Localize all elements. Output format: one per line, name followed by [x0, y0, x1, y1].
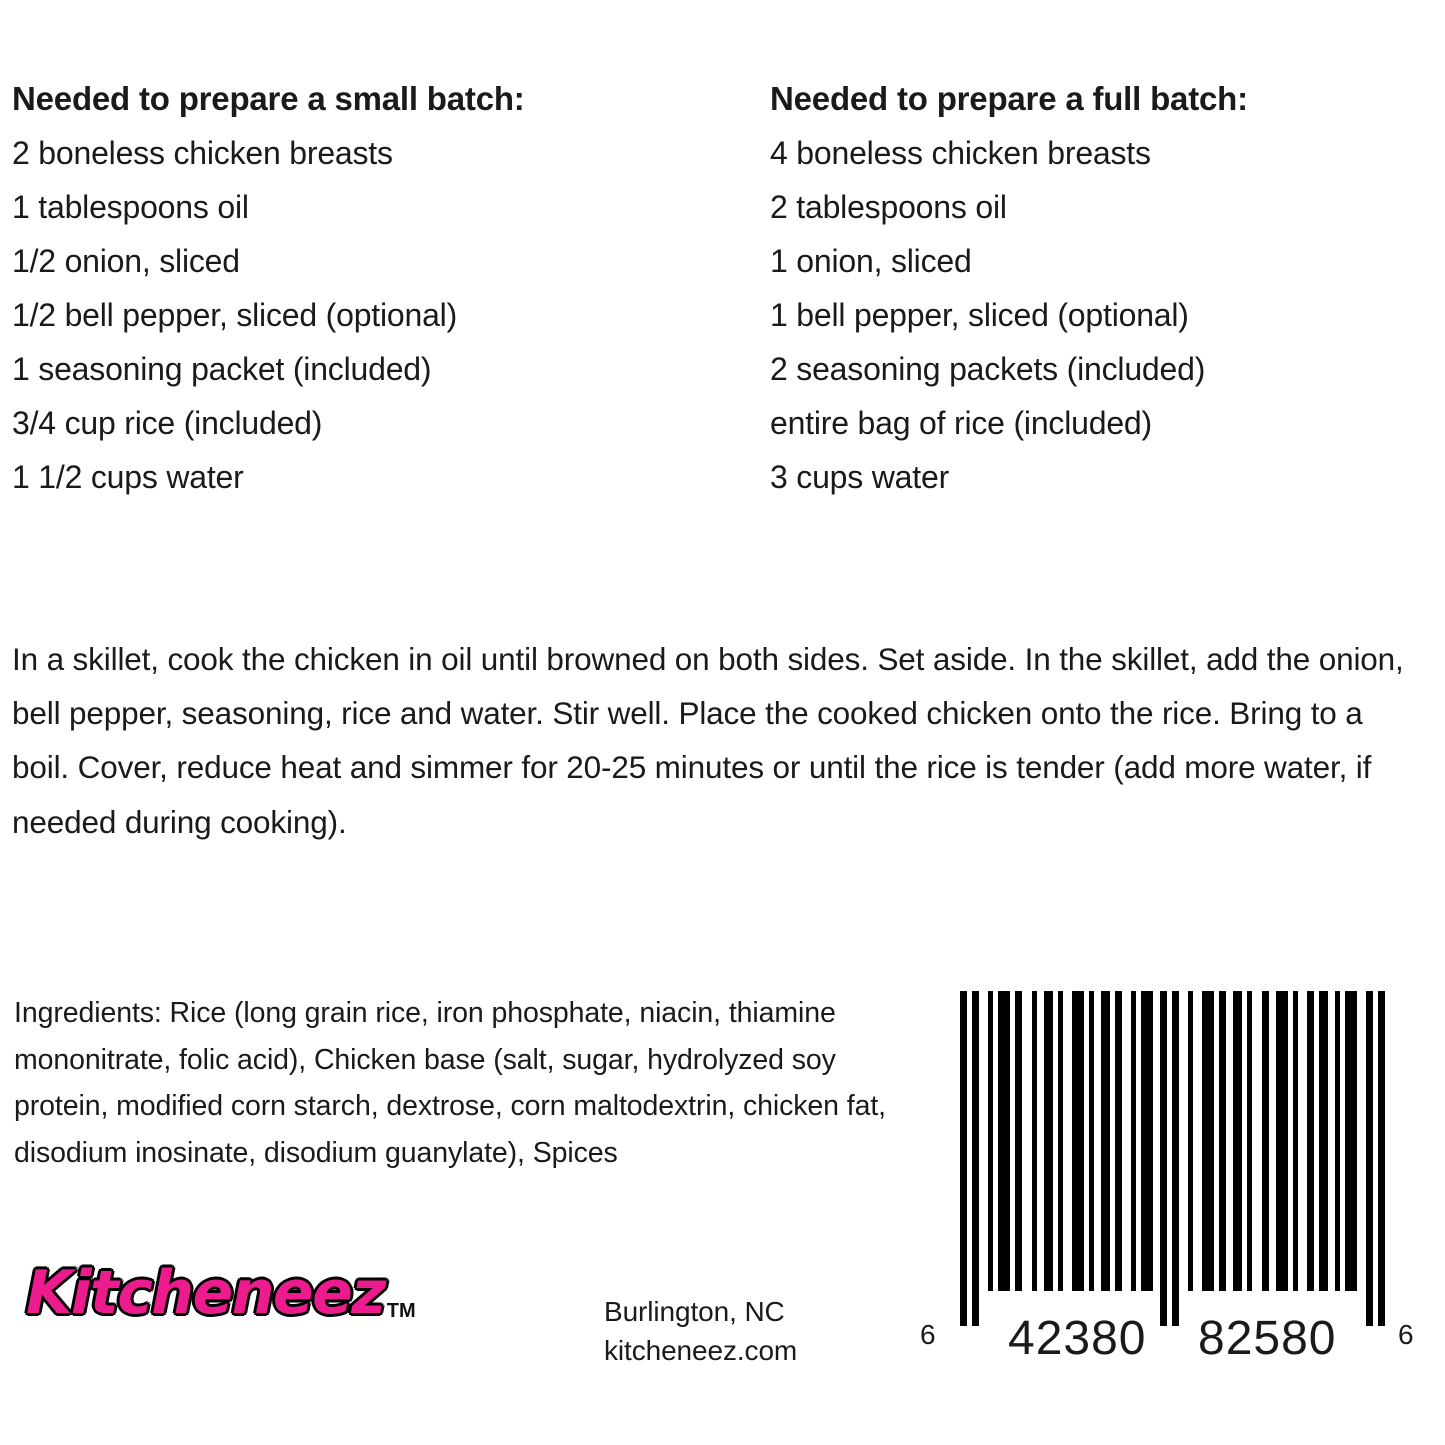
list-item: 3/4 cup rice (included) [12, 404, 323, 441]
barcode-left-group: 42380 [1008, 1312, 1147, 1365]
small-batch-title: Needed to prepare a small batch: [12, 80, 525, 117]
list-item: 1/2 bell pepper, sliced (optional) [12, 296, 458, 333]
company-address [604, 1293, 797, 1370]
list-item: 2 boneless chicken breasts [12, 134, 393, 171]
label-footer [0, 1255, 1445, 1445]
list-item: 3 cups water [770, 459, 950, 496]
company-website: kitcheneez.com [604, 1334, 798, 1366]
full-batch-ingredient-list [770, 126, 1432, 505]
cooking-instructions: In a skillet, cook the chicken in oil until browned on both sides. Set aside. In the skillet, add the onion, bell pepper, seasoning, rice and water. Stir well. Place the cooked chicken onto the rice. Bring to a boil. Cover, reduce heat and simmer for 20-25 minutes or until the rice is tender (add more water, if needed during cooking). [12, 641, 1404, 840]
full-batch-title: Needed to prepare a full batch: [770, 80, 1248, 117]
list-item: 4 boneless chicken breasts [770, 134, 1151, 171]
list-item: entire bag of rice (included) [770, 404, 1152, 441]
barcode-bars [960, 991, 1385, 1321]
full-batch-column [770, 78, 1432, 504]
small-batch-column [12, 78, 674, 504]
list-item: 1/2 onion, sliced [12, 242, 240, 279]
list-item: 2 seasoning packets (included) [770, 350, 1206, 387]
list-item: 1 1/2 cups water [12, 459, 244, 496]
upc-barcode [920, 991, 1420, 1391]
list-item: 1 tablespoons oil [12, 188, 249, 225]
barcode-right-group: 82580 [1198, 1312, 1337, 1365]
barcode-lead-digit: 6 [920, 1319, 937, 1350]
company-city: Burlington, NC [604, 1296, 785, 1327]
list-item: 2 tablespoons oil [770, 188, 1007, 225]
list-item: 1 seasoning packet (included) [12, 350, 432, 387]
batch-columns [12, 78, 1432, 504]
small-batch-ingredient-list [12, 126, 674, 505]
brand-name: Kitcheneez [26, 1258, 385, 1328]
trademark-symbol: TM [386, 1300, 416, 1322]
kitcheneez-logo [26, 1258, 426, 1373]
barcode-trail-digit: 6 [1398, 1319, 1415, 1350]
list-item: 1 bell pepper, sliced (optional) [770, 296, 1189, 333]
list-item: 1 onion, sliced [770, 242, 972, 279]
ingredients-statement: Ingredients: Rice (long grain rice, iron phosphate, niacin, thiamine mononitrate, folic acid), Chicken base (salt, sugar, hydrolyzed soy protein, modified corn starch, dextrose, corn maltodextrin, chicken fat, disodium inosinate, disodium guanylate), Spices [14, 997, 886, 1170]
